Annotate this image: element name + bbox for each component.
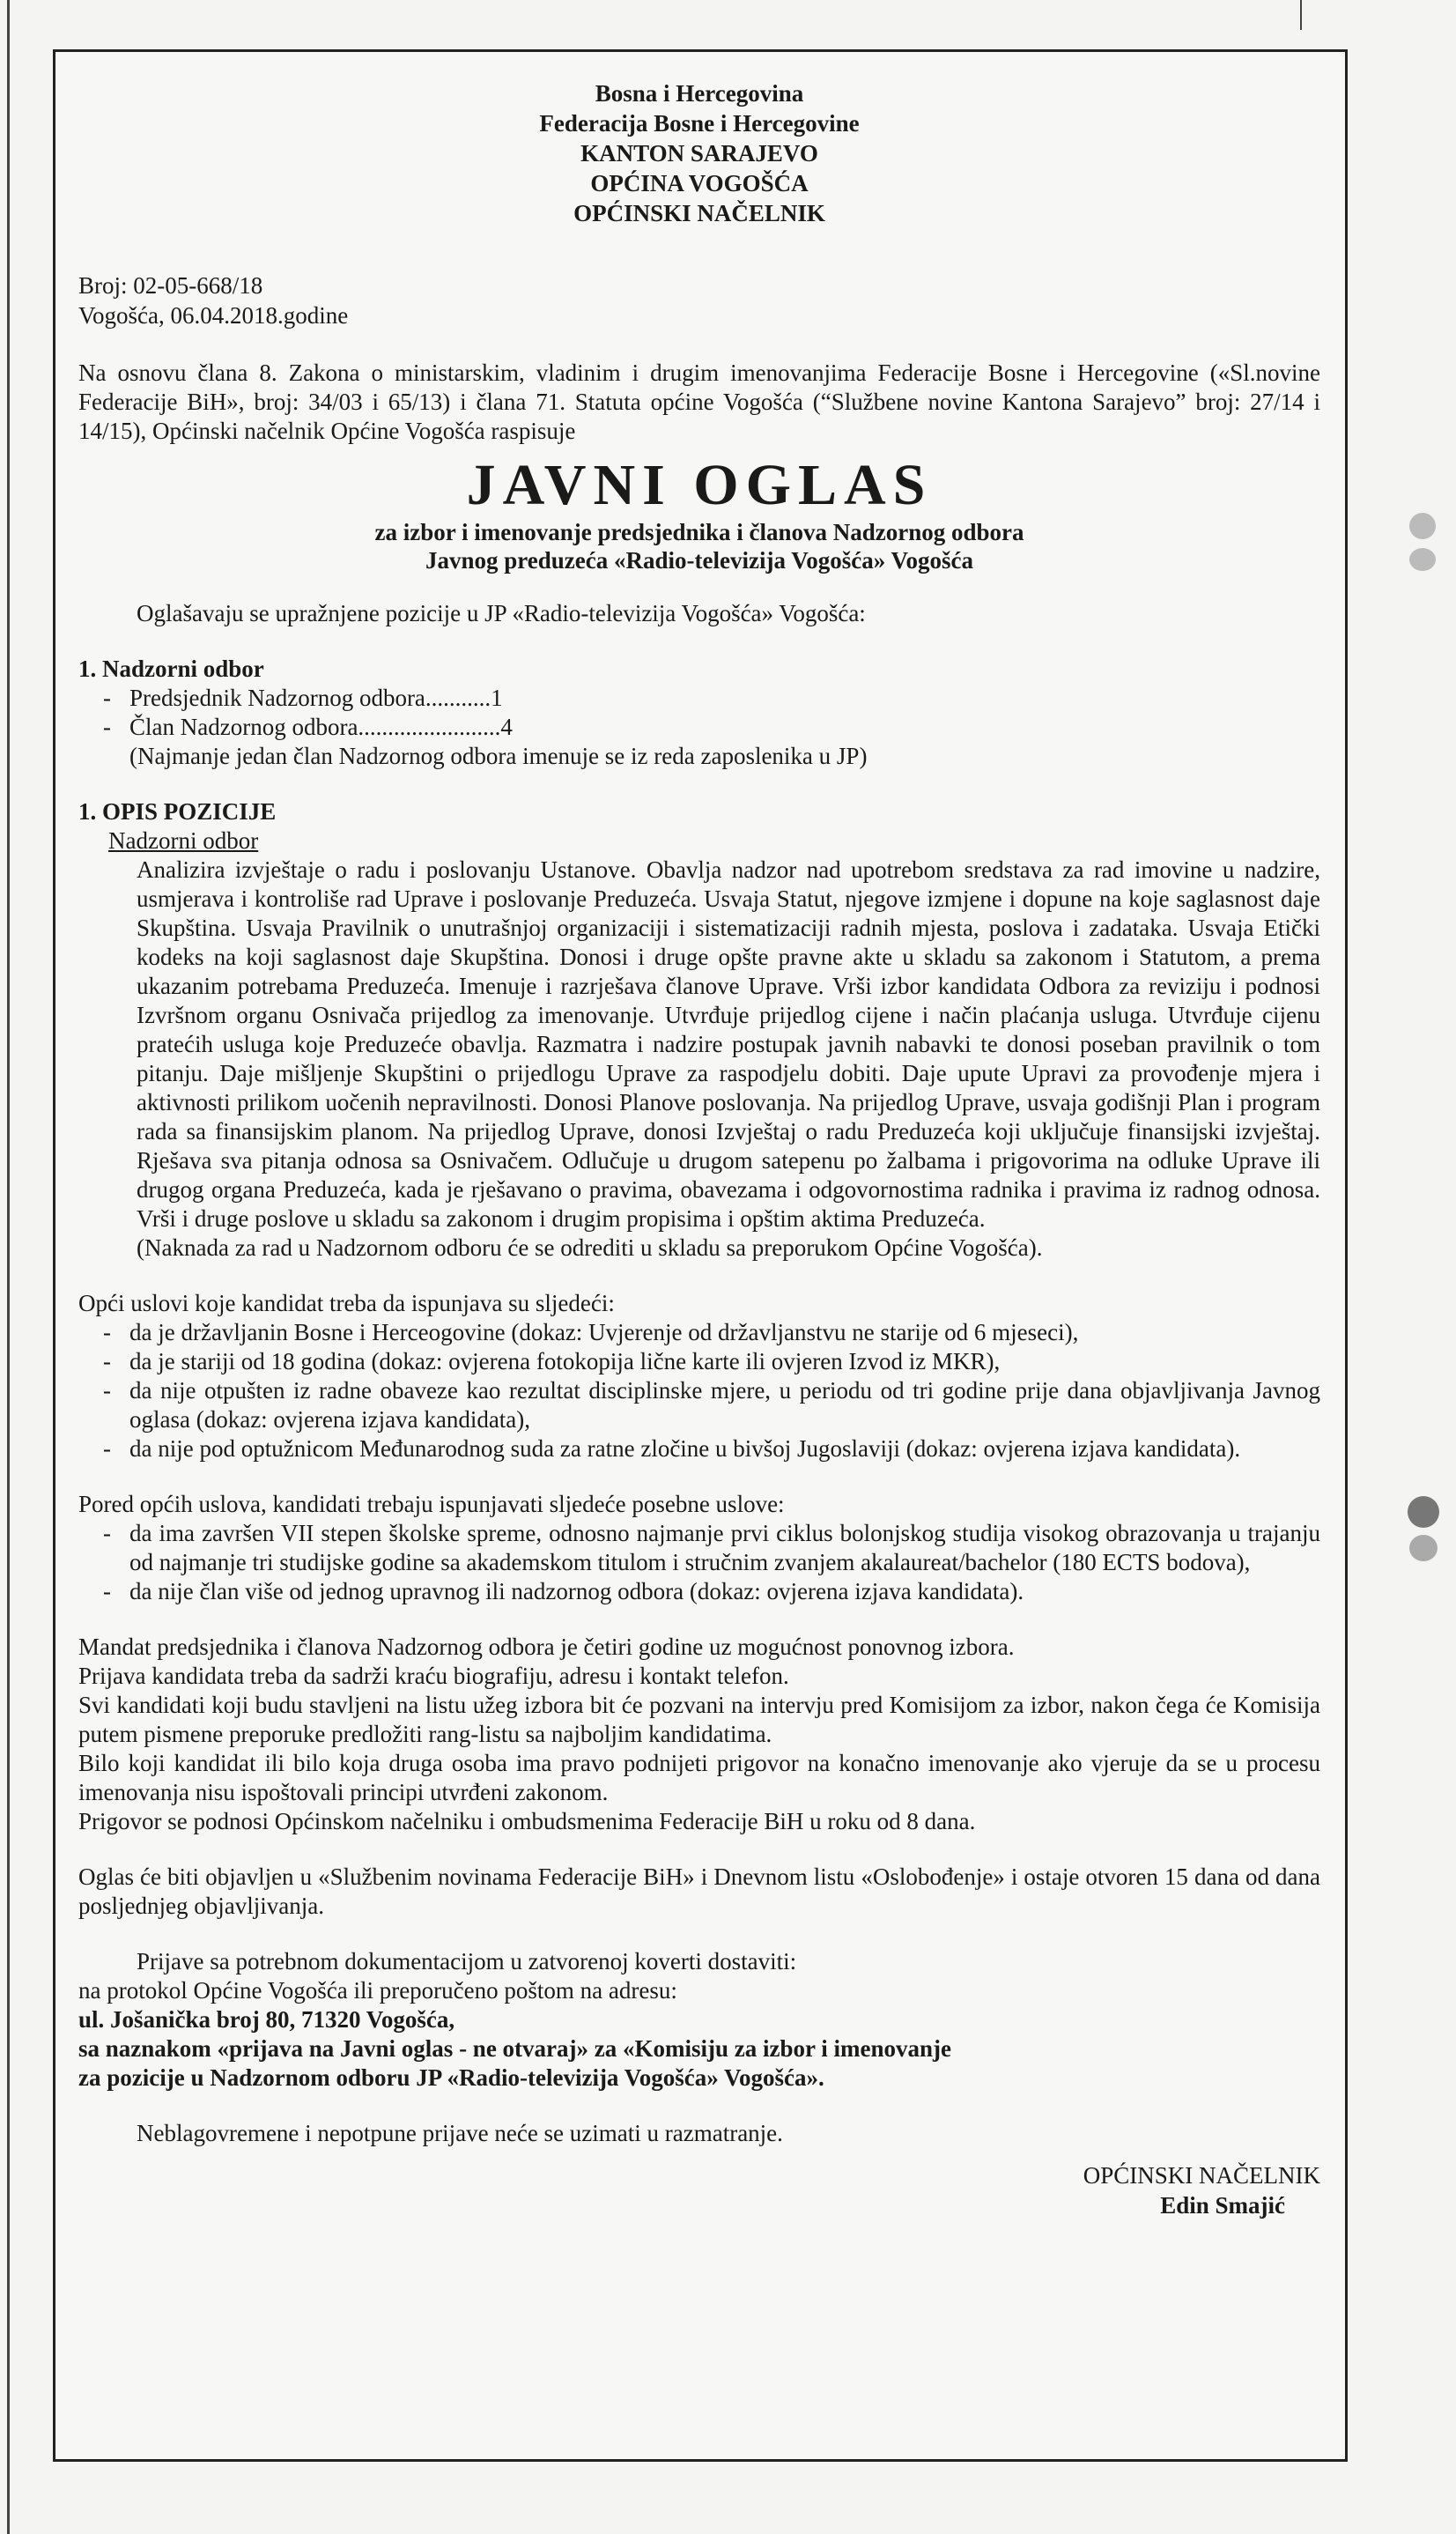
announcement-frame <box>53 49 1348 2462</box>
closing-line: Mandat predsjednika i članova Nadzornog odbora je četiri godine uz mogućnost ponovnog izbora. <box>78 1634 1015 1660</box>
document-date: Vogošća, 06.04.2018.godine <box>78 302 349 329</box>
announce-paragraph: Oglašavaju se upražnjene pozicije u JP «Radio-televizija Vogošća» Vogošća: <box>137 600 866 626</box>
header-canton: KANTON SARAJEVO <box>580 140 818 167</box>
announcement-content <box>78 78 1320 2220</box>
section-nadzorni-odbor-heading: 1. Nadzorni odbor <box>78 656 264 682</box>
scan-artifact <box>1408 1496 1439 1528</box>
position-item: - Član Nadzornog odbora........................4 <box>103 713 1320 742</box>
document-header <box>78 78 1320 228</box>
signature-block <box>78 2160 1320 2220</box>
submission-marking: za pozicije u Nadzornom odboru JP «Radio-televizija Vogošća» Vogošća». <box>78 2064 824 2091</box>
top-right-tick <box>1300 0 1302 30</box>
late-applications-note: Neblagovremene i nepotpune prijave neće se uzimati u razmatranje. <box>137 2120 783 2146</box>
left-edge-line <box>7 0 10 2534</box>
general-conditions-intro: Opći uslovi koje kandidat treba da ispunjava su sljedeći: <box>78 1290 615 1316</box>
header-municipality: OPĆINA VOGOŠĆA <box>590 170 809 196</box>
special-condition-item: - da ima završen VII stepen školske spreme, odnosno najmanje prvi ciklus bolonjskog studija visokog obrazovanja u trajanju od najmanje tri studijske godine sa akademskom titulom i stručnim zvanjem akalaureat/bachelor (180 ECTS bodova), <box>103 1519 1320 1577</box>
header-office: OPĆINSKI NAČELNIK <box>573 200 825 226</box>
special-conditions-intro: Pored općih uslova, kandidati trebaju ispunjavati sljedeće posebne uslove: <box>78 1491 785 1517</box>
intro-paragraph: Na osnovu člana 8. Zakona o ministarskim, vladinim i drugim imenovanjima Federacije Bosne i Hercegovine («Sl.novine Federacije BiH», broj: 34/03 i 65/13) i člana 71. Statuta općine Vogošća (“Službene novine Kantona Sarajevo” broj: 27/14 i 14/15), Općinski načelnik Općine Vogošća raspisuje <box>78 359 1320 444</box>
special-condition-item: - da nije član više od jednog upravnog ili nadzornog odbora (dokaz: ovjerena izjava kandidata). <box>103 1577 1320 1606</box>
scan-artifact <box>1409 548 1436 571</box>
general-condition-item: - da nije pod optužnicom Međunarodnog suda za ratne zločine u bivšoj Jugoslaviji (dokaz: ovjerena izjava kandidata). <box>103 1434 1320 1463</box>
general-condition-item: - da nije otpušten iz radne obaveze kao rezultat disciplinske mjere, u periodu od tri godine prije dana objavljivanja Javnog oglasa (dokaz: ovjerena izjava kandidata), <box>103 1376 1320 1434</box>
closing-line: Bilo koji kandidat ili bilo koja druga osoba ima pravo podnijeti prigovor na konačno imenovanje ako vjeruje da se u procesu imenovanja nisu ispoštovali principi utvrđeni zakonom. <box>78 1750 1320 1805</box>
closing-line: Prijava kandidata treba da sadrži kraću biografiju, adresu i kontakt telefon. <box>78 1663 789 1689</box>
signature-role: OPĆINSKI NAČELNIK <box>1083 2162 1320 2189</box>
section-opis-pozicije-heading: 1. OPIS POZICIJE <box>78 798 277 825</box>
compensation-note: (Naknada za rad u Nadzornom odboru će se odrediti u skladu sa preporukom Općine Vogošća). <box>137 1234 1043 1261</box>
document-title: JAVNI OGLAS <box>466 453 933 517</box>
positions-list <box>78 684 1320 742</box>
submission-line: Prijave sa potrebnom dokumentacijom u zatvorenoj koverti dostaviti: <box>137 1948 797 1975</box>
general-conditions-list <box>78 1318 1320 1463</box>
document-subtitle <box>78 518 1320 574</box>
position-item: - Predsjednik Nadzornog odbora...........1 <box>103 684 1320 713</box>
submission-block <box>78 1947 1320 2093</box>
submission-address: ul. Jošanička broj 80, 71320 Vogošća, <box>78 2006 455 2033</box>
submission-marking: sa naznakom «prijava na Javni oglas - ne otvaraj» za «Komisiju za izbor i imenovanje <box>78 2035 951 2062</box>
scan-artifact <box>1409 1535 1438 1561</box>
position-description: Analizira izvještaje o radu i poslovanju Ustanove. Obavlja nadzor nad upotrebom sredstava za rad imovine u nadzire, usmjerava i kontroliše rad Uprave i poslovanje Preduzeća. Usvaja Statut, njegove izmjene i dopune na koje saglasnost daje Skupština. Usvaja Pravilnik o unutrašnjoj organizaciji i sistematizaciji radnih mjesta, poslova i zadataka. Usvaja Etički kodeks na koji saglasnost daje Skupština. Donosi i druge opšte pravne akte u skladu sa zakonom i Statutom, a prema ukazanim potrebama Preduzeća. Imenuje i razrješava članove Uprave. Vrši izbor kandidata Odbora za reviziju i podnosi Izvršnom organu Osnivača prijedlog za imenovanje. Utvrđuje prijedlog cijene i način plaćanja usluga. Utvrđuje cijenu pratećih usluga koje Preduzeće obavlja. Razmatra i nadzire postupak javnih nabavki te donosi poseban pravilnik o tom pitanju. Daje mišljenje Skupštini o prijedlogu Uprave za raspodjelu dobiti. Daje upute Upravi za provođenje mjera i aktivnosti prilikom uočenih nepravilnosti. Donosi Planove poslovanja. Na prijedlog Uprave, usvaja godišnji Plan i program rada sa finansijskim planom. Na prijedlog Uprave, donosi Izvještaj o radu Preduzeća koji uključuje finansijski izvještaj. Rješava sva pitanja odnosa sa Osnivačem. Odlučuje u drugom satepenu po žalbama i prigovorima na odluke Uprave ili drugog organa Preduzeća, kada je rješavano o pravima, obavezama i odgovornostima radnika i pravima iz radnog odnosa. Vrši i druge poslove u skladu sa zakonom i drugim propisima i opštim aktima Preduzeća. <box>137 856 1320 1232</box>
publication-paragraph: Oglas će biti objavljen u «Službenim novinama Federacije BiH» i Dnevnom listu «Oslobođenje» i ostaje otvoren 15 dana od dana posljednjeg objavljivanja. <box>78 1863 1320 1919</box>
header-country: Bosna i Hercegovina <box>595 80 804 107</box>
positions-note: (Najmanje jedan član Nadzornog odbora imenuje se iz reda zaposlenika u JP) <box>129 743 868 769</box>
subtitle-line-2: Javnog preduzeća «Radio-televizija Vogošća» Vogošća <box>425 547 973 574</box>
scan-artifact <box>1409 513 1436 539</box>
special-conditions-list <box>78 1519 1320 1606</box>
header-federation: Federacija Bosne i Hercegovine <box>539 110 860 137</box>
closing-line: Svi kandidati koji budu stavljeni na listu užeg izbora bit će pozvani na intervju pred Komisijom za izbor, nakon čega će Komisija putem pismene preporuke predložiti rang-listu sa najboljim kandidatima. <box>78 1692 1320 1747</box>
reference-number: Broj: 02-05-668/18 <box>78 272 263 299</box>
section-opis-subheading: Nadzorni odbor <box>108 827 259 854</box>
subtitle-line-1: za izbor i imenovanje predsjednika i članova Nadzornog odbora <box>374 519 1024 545</box>
closing-line: Prigovor se podnosi Općinskom načelniku i ombudsmenima Federacije BiH u roku od 8 dana. <box>78 1808 976 1834</box>
submission-line: na protokol Općine Vogošća ili preporučeno poštom na adresu: <box>78 1977 677 2004</box>
signature-name: Edin Smajić <box>1160 2192 1285 2219</box>
general-condition-item: - da je stariji od 18 godina (dokaz: ovjerena fotokopija lične karte ili ovjeren Izvod iz MKR), <box>103 1347 1320 1376</box>
closing-block <box>78 1633 1320 1836</box>
document-meta <box>78 270 1320 330</box>
general-condition-item: - da je državljanin Bosne i Herceogovine (dokaz: Uvjerenje od državljanstvu ne starije od 6 mjeseci), <box>103 1318 1320 1347</box>
